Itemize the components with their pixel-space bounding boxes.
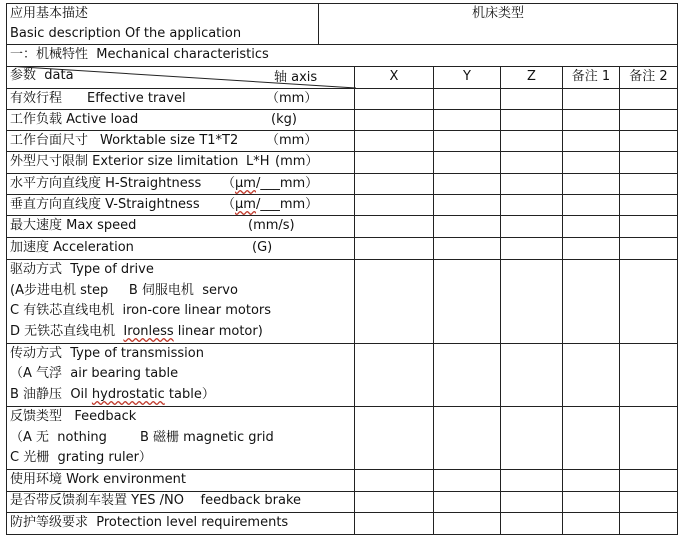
row-label: 有效行程 <box>10 91 63 106</box>
row-divider <box>6 215 678 216</box>
table-border-bottom <box>6 534 678 535</box>
header-title-en: Basic description Of the application <box>10 26 242 41</box>
row-unit: (mm） <box>275 154 319 169</box>
row-unit: （mm） <box>266 91 318 106</box>
col-header-y: Y <box>463 69 471 84</box>
row-unit: （mm） <box>266 133 318 148</box>
row-label-en: Effective travel <box>87 91 186 106</box>
row-label: 防护等级要求 Protection level requirements <box>10 515 289 530</box>
col-header-z: Z <box>527 69 536 84</box>
row-label: 外型尺寸限制 Exterior size limitation <box>10 154 239 169</box>
table-border-top <box>6 3 678 4</box>
row-divider <box>6 469 678 470</box>
feedback-option: （A 无 nothing B 磁栅 magnetic grid <box>10 430 274 445</box>
row-divider <box>6 88 678 89</box>
row-label-en: Worktable size T1*T2 <box>100 133 239 148</box>
table-border-right <box>677 3 678 535</box>
row-divider <box>6 343 678 344</box>
transmission-option: B 油静压 Oil hydrostatic table） <box>10 387 215 402</box>
row-unit: (mm/s) <box>248 218 295 233</box>
col-header-x: X <box>389 69 399 84</box>
transmission-title: 传动方式 Type of transmission <box>10 346 204 361</box>
row-label: 是否带反馈刹车装置 YES /NO feedback brake <box>10 493 302 508</box>
row-unit: （μm/___mm） <box>222 176 319 191</box>
col-divider <box>562 66 563 535</box>
feedback-option: C 光栅 grating ruler） <box>10 450 152 465</box>
row-divider <box>6 512 678 513</box>
col-header-note1: 备注 1 <box>571 69 611 84</box>
row-divider <box>6 130 678 131</box>
header-title-cn: 应用基本描述 <box>10 6 89 21</box>
col-divider <box>433 66 434 535</box>
row-label-en: L*H <box>246 154 270 169</box>
col-divider <box>619 66 620 535</box>
row-unit: （μm/___mm） <box>222 197 319 212</box>
row-label: 加速度 Acceleration <box>10 240 134 255</box>
row-divider <box>6 151 678 152</box>
row-divider <box>6 491 678 492</box>
row-label: 最大速度 Max speed <box>10 218 137 233</box>
col-divider <box>500 66 501 535</box>
param-label: 参数 data <box>10 68 74 83</box>
feedback-title: 反馈类型 Feedback <box>10 409 137 424</box>
drive-option: (A步进电机 step B 伺服电机 servo <box>10 283 238 298</box>
drive-title: 驱动方式 Type of drive <box>10 262 154 277</box>
row-divider <box>6 406 678 407</box>
row-divider <box>6 109 678 110</box>
col-divider <box>354 66 355 535</box>
row-label: 工作台面尺寸 <box>10 133 89 148</box>
row-label: 垂直方向直线度 V-Straightness <box>10 197 200 212</box>
row-divider <box>6 259 678 260</box>
row-label: 工作负载 Active load <box>10 112 139 127</box>
machine-type-label: 机床类型 <box>471 6 524 21</box>
transmission-option: （A 气浮 air bearing table <box>10 366 179 381</box>
row-unit: (kg) <box>271 112 297 127</box>
row-divider <box>6 237 678 238</box>
row-label: 水平方向直线度 H-Straightness <box>10 176 202 191</box>
section-title: 一：机械特性 Mechanical characteristics <box>10 47 269 62</box>
row-divider <box>6 194 678 195</box>
col-header-note2: 备注 2 <box>629 69 668 84</box>
row-divider <box>6 173 678 174</box>
drive-option: C 有铁芯直线电机 iron-core linear motors <box>10 303 272 318</box>
row-divider <box>6 44 678 45</box>
drive-option: D 无铁芯直线电机 Ironless linear motor) <box>10 324 263 339</box>
axis-label: 轴 axis <box>274 70 318 85</box>
row-label: 使用环境 Work environment <box>10 472 186 487</box>
row-unit: (G) <box>252 240 273 255</box>
